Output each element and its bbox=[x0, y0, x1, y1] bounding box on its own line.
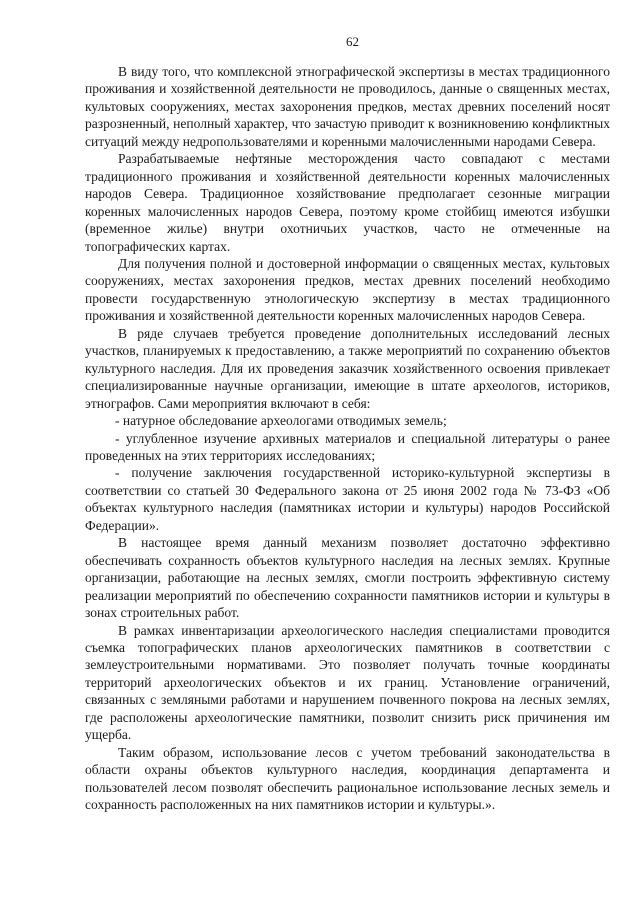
page-number: 62 bbox=[346, 34, 359, 49]
list-item: - натурное обследование археологами отводимых земель; bbox=[115, 413, 447, 429]
paragraph: В настоящее время данный механизм позволяет достаточно эффективно обеспечивать сохранность объектов культурного наследия на лесных землях. Крупные организации, работающие на лесных землях, смогли построить эффективную систему реализации мероприятий по обеспечению сохранности памятников истории и культуры в зонах строительных работ. bbox=[85, 535, 610, 621]
paragraph: В рамках инвентаризации археологического наследия специалистами проводится съемка топографических планов археологических памятников в соответствии с землеустроительными нормативами. Это позволяет получать точные координаты территорий археологических объектов и их границ. Установление ограничений, связанных с земляными работами и нарушением почвенного покрова на лесных землях, где расположены археологические памятники, позволит снизить риск причинения им ущерба. bbox=[85, 622, 610, 743]
paragraph: В виду того, что комплексной этнографической экспертизы в местах традиционного проживания и хозяйственной деятельности не проводилось, данные о священных местах, культовых сооружениях, местах захоронения предков, местах древних поселений носят разрозненный, неполный характер, что зачастую приводит к возникновению конфликтных ситуаций между недропользователями и коренными малочисленными народами Севера. bbox=[85, 64, 610, 149]
paragraph: Для получения полной и достоверной информации о священных местах, культовых сооружениях, местах захоронения предков, местах древних поселений необходимо провести государственную этнологическую экспертизу в местах традиционного проживания и хозяйственной деятельности коренных малочисленных народов Севера. bbox=[85, 255, 610, 324]
list-item: - получение заключения государственной историко-культурной экспертизы в соответствии со статьей 30 Федерального закона от 25 июня 2002 года № 73-ФЗ «Об объектах культурного наследия (памятниках истории и культуры) народов Российской Федерации». bbox=[85, 465, 610, 533]
body-text bbox=[85, 63, 610, 813]
paragraph: В ряде случаев требуется проведение дополнительных исследований лесных участков, планируемых к предоставлению, а также мероприятий по сохранению объектов культурного наследия. Для их проведения заказчик хозяйственного освоения привлекает специализированные научные организации, имеющие в штате археологов, историков, этнографов. Сами мероприятия включают в себя: bbox=[85, 325, 610, 411]
paragraph: Разрабатываемые нефтяные месторождения часто совпадают с местами традиционного проживания и хозяйственной деятельности коренных малочисленных народов Севера. Традиционное хозяйствование предполагает сезонные миграции коренных малочисленных народов Севера, поэтому кроме стойбищ имеются избушки (временное жилье) внутри охотничьих участков, часто не отмеченные на топографических картах. bbox=[85, 151, 610, 254]
list-item: - углубленное изучение архивных материалов и специальной литературы о ранее проведенных на этих территориях исследованиях; bbox=[85, 430, 610, 463]
paragraph: Таким образом, использование лесов с учетом требований законодательства в области охраны объектов культурного наследия, координация департамента и пользователей лесом позволят обеспечить рациональное использование лесных земель и сохранность расположенных на них памятников истории и культуры.». bbox=[85, 744, 610, 813]
